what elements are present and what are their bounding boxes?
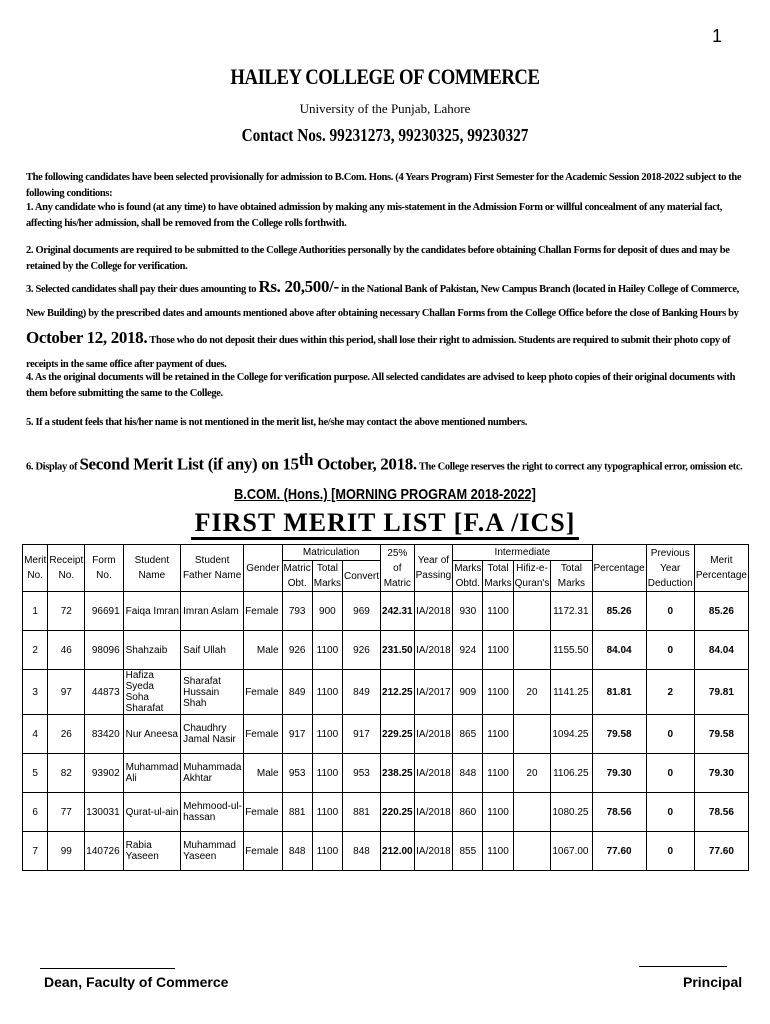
table-cell: 926	[343, 631, 381, 670]
table-cell: Female	[244, 592, 282, 631]
table-cell: 96691	[85, 592, 123, 631]
table-cell: Chaudhry Jamal Nasir	[181, 715, 244, 754]
table-cell: IA/2018	[414, 715, 453, 754]
condition-3	[26, 275, 746, 377]
table-cell: Female	[244, 670, 282, 715]
page-number: 1	[711, 26, 722, 46]
second-list-date-a: Second Merit List (if any) on 15	[79, 454, 299, 474]
header-matric-total: Total Marks	[312, 561, 342, 592]
table-cell: Female	[244, 832, 282, 871]
table-cell: 1172.31	[551, 592, 592, 631]
table-cell: Muhammada Akhtar	[181, 754, 244, 793]
table-cell: Male	[244, 631, 282, 670]
table-cell: 849	[282, 670, 312, 715]
condition-6-text-a: 6. Display of	[26, 461, 80, 473]
table-cell: 6	[23, 793, 48, 832]
table-cell	[513, 793, 551, 832]
table-cell: Sharafat Hussain Shah	[181, 670, 244, 715]
date-suffix: th	[298, 450, 314, 469]
table-cell: 1100	[483, 832, 513, 871]
table-row	[23, 754, 749, 793]
table-cell: 1080.25	[551, 793, 592, 832]
table-cell: 77.60	[592, 832, 646, 871]
table-cell: 953	[343, 754, 381, 793]
table-cell: 3	[23, 670, 48, 715]
table-cell: 1100	[312, 670, 342, 715]
header-merit-no: Merit No.	[23, 545, 48, 592]
condition-6	[26, 452, 746, 476]
table-cell: 1067.00	[551, 832, 592, 871]
table-cell: 85.26	[694, 592, 748, 631]
table-cell: 93902	[85, 754, 123, 793]
table-cell	[513, 715, 551, 754]
table-cell: 1100	[312, 715, 342, 754]
table-cell: 20	[513, 670, 551, 715]
table-cell: Qurat-ul-ain	[123, 793, 180, 832]
table-cell: IA/2018	[414, 631, 453, 670]
header-previous-year: Previous Year Deduction	[646, 545, 694, 592]
table-cell: 855	[453, 832, 483, 871]
table-cell: 969	[343, 592, 381, 631]
table-cell: 917	[282, 715, 312, 754]
second-list-date-b: October, 2018.	[313, 454, 417, 474]
table-cell: 1100	[483, 715, 513, 754]
college-title: HAILEY COLLEGE OF COMMERCE	[230, 64, 540, 89]
table-cell: 1106.25	[551, 754, 592, 793]
table-cell: 793	[282, 592, 312, 631]
table-cell: 0	[646, 754, 694, 793]
table-cell: Faiqa Imran	[123, 592, 180, 631]
table-cell: 2	[23, 631, 48, 670]
table-cell: 1141.25	[551, 670, 592, 715]
table-cell: 79.30	[592, 754, 646, 793]
condition-3-text-a: 3. Selected candidates shall pay their dues amounting to	[26, 284, 259, 295]
table-cell: Male	[244, 754, 282, 793]
condition-3-text-c: Those who do not deposit their dues within this period, shall lose their right to admission. Students are required to submit their photo copy of receipts in the same office after payment of dues.	[26, 335, 731, 370]
table-row	[23, 592, 749, 631]
header-form-no: Form No.	[85, 545, 123, 592]
program-title: B.COM. (Hons.) [MORNING PROGRAM 2018-2022]	[234, 486, 536, 503]
table-row	[23, 670, 749, 715]
table-cell: IA/2018	[414, 793, 453, 832]
table-cell: 79.81	[694, 670, 748, 715]
table-cell: Rabia Yaseen	[123, 832, 180, 871]
table-cell: 1155.50	[551, 631, 592, 670]
table-cell: 140726	[85, 832, 123, 871]
header-total: Total Marks	[551, 561, 592, 592]
table-cell: 1094.25	[551, 715, 592, 754]
table-cell: Nur Aneesa	[123, 715, 180, 754]
header-student-name: Student Name	[123, 545, 180, 592]
table-cell: 881	[282, 793, 312, 832]
table-cell: 78.56	[592, 793, 646, 832]
table-cell: Shahzaib	[123, 631, 180, 670]
table-cell	[513, 592, 551, 631]
principal-signature-line	[639, 966, 727, 967]
table-cell: 848	[282, 832, 312, 871]
table-cell: 231.50	[381, 631, 415, 670]
table-cell: 84.04	[592, 631, 646, 670]
header-int-total: Total Marks	[483, 561, 513, 592]
header-matric-obt: Matric Obt.	[282, 561, 312, 592]
table-cell	[513, 631, 551, 670]
table-cell: IA/2018	[414, 592, 453, 631]
table-cell: 79.58	[592, 715, 646, 754]
table-cell: 0	[646, 631, 694, 670]
header-convert: Convert	[343, 561, 381, 592]
table-cell: 1100	[312, 631, 342, 670]
header-25-percent: 25% of Matric	[381, 545, 415, 592]
table-cell: 26	[48, 715, 85, 754]
condition-1: 1. Any candidate who is found (at any time) to have obtained admission by making any mis-statement in the Admission Form or willful concealment of any material fact, affecting his/her admission, shall be removed from the College rolls forthwith.	[26, 202, 723, 229]
table-cell: 953	[282, 754, 312, 793]
table-cell: 98096	[85, 631, 123, 670]
table-cell: 2	[646, 670, 694, 715]
table-cell: 4	[23, 715, 48, 754]
table-cell: 82	[48, 754, 85, 793]
table-cell: 242.31	[381, 592, 415, 631]
table-cell: 926	[282, 631, 312, 670]
table-body	[23, 592, 749, 871]
table-cell: 99	[48, 832, 85, 871]
table-cell: 917	[343, 715, 381, 754]
table-cell: 212.25	[381, 670, 415, 715]
header-hifiz: Hifiz-e-Quran's	[513, 561, 551, 592]
table-cell: IA/2017	[414, 670, 453, 715]
table-cell: 97	[48, 670, 85, 715]
table-cell: 1	[23, 592, 48, 631]
table-cell: Female	[244, 715, 282, 754]
table-cell: 44873	[85, 670, 123, 715]
table-cell: Muhammad Yaseen	[181, 832, 244, 871]
table-cell: 881	[343, 793, 381, 832]
table-cell: 72	[48, 592, 85, 631]
table-cell: 212.00	[381, 832, 415, 871]
table-cell: Saif Ullah	[181, 631, 244, 670]
table-cell: 865	[453, 715, 483, 754]
table-cell: 220.25	[381, 793, 415, 832]
fee-amount: Rs. 20,500/-	[258, 277, 339, 296]
table-cell: 1100	[312, 832, 342, 871]
table-cell: 238.25	[381, 754, 415, 793]
table-cell: 909	[453, 670, 483, 715]
table-cell: Imran Aslam	[181, 592, 244, 631]
condition-6-text-b: The College reserves the right to correct any typographical error, omission etc.	[416, 461, 743, 473]
table-cell: Muhammad Ali	[123, 754, 180, 793]
table-cell: 85.26	[592, 592, 646, 631]
table-cell: 848	[453, 754, 483, 793]
table-cell: 84.04	[694, 631, 748, 670]
contact-line: Contact Nos. 99231273, 99230325, 99230327	[241, 125, 529, 145]
header-receipt-no: Receipt No.	[48, 545, 85, 592]
table-cell: 229.25	[381, 715, 415, 754]
table-cell: 130031	[85, 793, 123, 832]
university-line: University of the Punjab, Lahore	[299, 101, 471, 116]
merit-list-title: FIRST MERIT LIST [F.A /ICS]	[0, 508, 770, 538]
table-cell: 78.56	[694, 793, 748, 832]
table-cell: 79.58	[694, 715, 748, 754]
dean-signature-line	[40, 968, 175, 969]
condition-5: 5. If a student feels that his/her name is not mentioned in the merit list, he/she may contact the above mentioned numbers.	[26, 417, 527, 428]
table-cell: 46	[48, 631, 85, 670]
table-cell: 83420	[85, 715, 123, 754]
intro-paragraph: The following candidates have been selected provisionally for admission to B.Com. Hons. (4 Years Program) First Semester for the Academic Session 2018-2022 subject to the following conditions:	[26, 172, 742, 199]
table-cell	[513, 832, 551, 871]
condition-3-text-b: in the National Bank of Pakistan, New Campus Branch (located in Hailey College of Commerce, New Building) by the prescribed dates and amounts mentioned above after obtaining necessary Challan Forms from the College Office before the close of Banking Hours by	[26, 284, 739, 319]
table-cell: 0	[646, 715, 694, 754]
table-row	[23, 715, 749, 754]
table-cell: 1100	[483, 631, 513, 670]
table-cell: Mehmood-ul-hassan	[181, 793, 244, 832]
header-year-passing: Year of Passing	[414, 545, 453, 592]
table-cell: 0	[646, 793, 694, 832]
table-cell: 81.81	[592, 670, 646, 715]
table-cell: 77.60	[694, 832, 748, 871]
table-cell: 77	[48, 793, 85, 832]
table-cell: 1100	[312, 793, 342, 832]
table-cell: Hafiza Syeda Soha Sharafat	[123, 670, 180, 715]
table-cell: 1100	[483, 670, 513, 715]
table-cell: 79.30	[694, 754, 748, 793]
table-cell: 848	[343, 832, 381, 871]
merit-table	[22, 544, 749, 871]
deadline-date: October 12, 2018.	[26, 328, 148, 347]
table-row	[23, 793, 749, 832]
table-cell: 849	[343, 670, 381, 715]
header-matriculation: Matriculation	[282, 545, 380, 561]
header-marks-obtd: Marks Obtd.	[453, 561, 483, 592]
table-cell: Female	[244, 793, 282, 832]
table-cell: 1100	[312, 754, 342, 793]
principal-signature-label: Principal	[683, 974, 743, 990]
table-cell: 924	[453, 631, 483, 670]
table-cell: 930	[453, 592, 483, 631]
table-cell: 1100	[483, 754, 513, 793]
table-row	[23, 631, 749, 670]
table-row	[23, 832, 749, 871]
header-intermediate: Intermediate	[453, 545, 592, 561]
table-cell: 5	[23, 754, 48, 793]
condition-4: 4. As the original documents will be retained in the College for verification purpose. All selected candidates are advised to keep photo copies of their original documents with them before submitting the same to the College.	[26, 372, 736, 399]
table-cell: IA/2018	[414, 832, 453, 871]
dean-signature-label: Dean, Faculty of Commerce	[44, 974, 229, 990]
table-cell: 7	[23, 832, 48, 871]
table-cell: 20	[513, 754, 551, 793]
header-father-name: Student Father Name	[181, 545, 244, 592]
table-cell: 900	[312, 592, 342, 631]
table-cell: 1100	[483, 592, 513, 631]
table-cell: 0	[646, 832, 694, 871]
table-cell: IA/2018	[414, 754, 453, 793]
table-cell: 0	[646, 592, 694, 631]
header-gender: Gender	[244, 545, 282, 592]
header-percentage: Percentage	[592, 545, 646, 592]
table-cell: 1100	[483, 793, 513, 832]
condition-2: 2. Original documents are required to be submitted to the College Authorities personally by the candidates before obtaining Challan Forms for deposit of dues and may be retained by the College for verification.	[26, 245, 730, 272]
header-merit-percentage: Merit Percentage	[694, 545, 748, 592]
table-cell: 860	[453, 793, 483, 832]
